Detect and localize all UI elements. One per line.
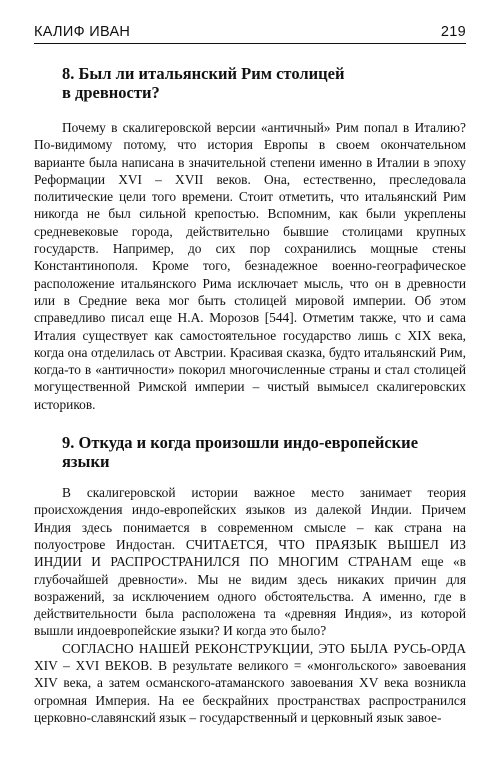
section-title-line: 9. Откуда и когда произошли индо-европейские <box>62 433 419 453</box>
section-title-line: в древности? <box>62 83 160 102</box>
paragraph: СОГЛАСНО НАШЕЙ РЕКОНСТРУКЦИИ, ЭТО БЫЛА РУСЬ-ОРДА XIV – XVI ВЕКОВ. В результате великого = «монгольского» завоевания XIV века, а затем османского-атаманского завоевания XV века возникла огромная Империя. На ее бескрайних пространствах распространился церковно-славянский язык – государственный и церковный язык завое- <box>34 640 466 725</box>
running-title: КАЛИФ ИВАН <box>34 24 131 40</box>
paragraph: В скалигеровской истории важное место занимает теория происхождения индо-европейских языков из далекой Индии. Причем Индия здесь понимается в современном смысле – как страна на полуострове Индостан. СЧИТАЕТСЯ, ЧТО ПРАЯЗЫК ВЫШЕЛ ИЗ ИНДИИ И РАСПРОСТРАНИЛСЯ ПО МНОГИМ СТРАНАМ еще «в глубочайшей древности». Мы не видим здесь никаких причин для возражений, за исключением одного обстоятельства. А именно, где в действительности была расположена та «древняя Индия», из которой вышли индоевропейские языки? И когда это было? <box>34 485 466 639</box>
page-header <box>34 24 466 44</box>
paragraph: Почему в скалигеровской версии «античный» Рим попал в Италию? По-видимому потому, что история Европы в своем окончательном варианте была написана в значительной степени именно в Италии в эпоху Реформации XVI – XVII веков. Она, естественно, преследовала политические цели того времени. Стоит отметить, что итальянский Рим никогда не был сильной крепостью. Вспомним, как были укреплены средневековые города, действительно бывшие столицами крупных государств. Например, до сих пор сохранились мощные стены Константинополя. Кроме того, безнадежное военно-географическое расположение итальянского Рима исключает мысль, что он в древности или в Средние века мог быть столицей мировой империи. Об этом справедливо писал еще Н.А. Морозов [544]. Отметим также, что и сама Италия существует как самостоятельное государство лишь с XIX века, когда она отделилась от Австрии. Красивая сказка, будто итальянский Рим, когда-то в «античности» покорил многочисленные страны и стал столицей могущественной Римской империи – чистый вымысел скалигеровских историков. <box>34 120 466 412</box>
section-title-9 <box>34 433 466 471</box>
page-number: 219 <box>440 24 466 40</box>
book-page <box>34 24 466 726</box>
section-title-line: 8. Был ли итальянский Рим столицей <box>62 64 345 83</box>
section-title-8 <box>34 64 466 102</box>
section-title-line: языки <box>62 452 110 472</box>
